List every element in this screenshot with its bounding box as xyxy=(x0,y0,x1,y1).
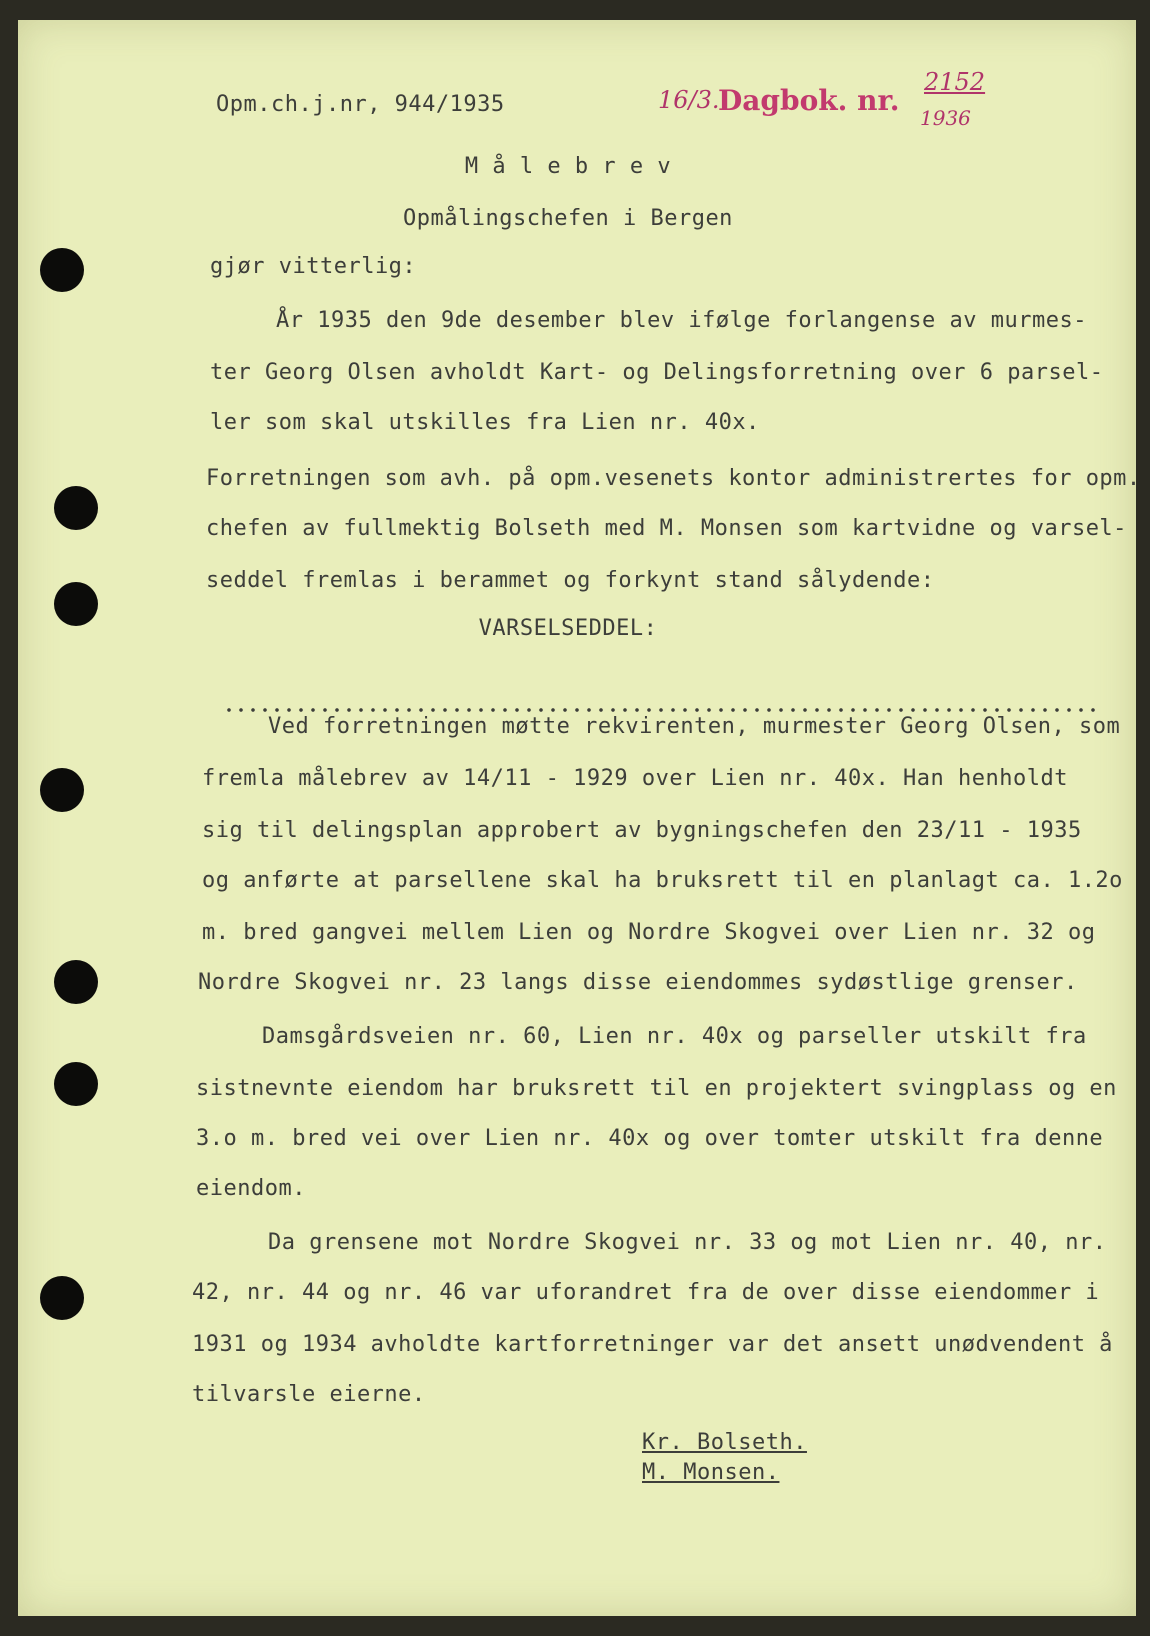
text-line: og anførte at parsellene skal ha bruksrett til en planlagt ca. 1.2o xyxy=(202,868,1123,893)
text-line: 42, nr. 44 og nr. 46 var uforandret fra de over disse eiendommer i xyxy=(192,1280,1100,1305)
text-line: chefen av fullmektig Bolseth med M. Monsen som kartvidne og varsel- xyxy=(206,516,1127,541)
text-line: ler som skal utskilles fra Lien nr. 40x. xyxy=(210,410,760,435)
punch-hole-5 xyxy=(54,960,98,1004)
dagbok-stamp: Dagbok. nr. xyxy=(718,84,900,117)
punch-hole-6 xyxy=(54,1062,98,1106)
text-line: tilvarsle eierne. xyxy=(192,1382,426,1407)
handwritten-date: 16/3. xyxy=(658,86,720,114)
text-line: sistnevnte eiendom har bruksrett til en projektert svingplass og en xyxy=(196,1076,1117,1101)
document-title: M å l e b r e v xyxy=(464,154,672,179)
text-line: ter Georg Olsen avholdt Kart- og Delingsforretning over 6 parsel- xyxy=(210,360,1104,385)
text-line: Forretningen som avh. på opm.vesenets kontor administrertes for opm. xyxy=(206,466,1141,491)
varselseddel-heading: VARSELSEDDEL: xyxy=(478,616,658,641)
text-line: sig til delingsplan approbert av bygningschefen den 23/11 - 1935 xyxy=(202,818,1082,843)
text-line: Damsgårdsveien nr. 60, Lien nr. 40x og parseller utskilt fra xyxy=(262,1024,1087,1049)
text-line: 1931 og 1934 avholdte kartforretninger var det ansett unødvendent å xyxy=(192,1332,1113,1357)
dagbok-number: 2152 xyxy=(924,68,986,96)
punch-hole-1 xyxy=(40,248,84,292)
document-page xyxy=(18,20,1141,1616)
punch-hole-7 xyxy=(40,1276,84,1320)
dotted-separator xyxy=(223,708,1103,712)
text-line: 3.o m. bred vei over Lien nr. 40x og over tomter utskilt fra denne xyxy=(196,1126,1104,1151)
text-line: seddel fremlas i berammet og forkynt stand sålydende: xyxy=(206,568,935,593)
text-line: m. bred gangvei mellem Lien og Nordre Skogvei over Lien nr. 32 og xyxy=(202,920,1096,945)
text-line: Da grensene mot Nordre Skogvei nr. 33 og mot Lien nr. 40, nr. xyxy=(268,1230,1107,1255)
issuer: Opmålingschefen i Bergen xyxy=(403,206,733,231)
text-line: eiendom. xyxy=(196,1176,306,1201)
text-line: År 1935 den 9de desember blev ifølge forlangense av murmes- xyxy=(276,308,1087,333)
signature-bolseth: Kr. Bolseth. xyxy=(642,1430,807,1455)
dagbok-year: 1936 xyxy=(920,106,971,130)
punch-hole-3 xyxy=(54,582,98,626)
punch-hole-2 xyxy=(54,486,98,530)
punch-hole-4 xyxy=(40,768,84,812)
text-line: fremla målebrev av 14/11 - 1929 over Lien nr. 40x. Han henholdt xyxy=(202,766,1068,791)
opening-phrase: gjør vitterlig: xyxy=(210,254,417,279)
text-line: Nordre Skogvei nr. 23 langs disse eiendommes sydøstlige grenser. xyxy=(198,970,1078,995)
signature-monsen: M. Monsen. xyxy=(642,1460,780,1485)
text-line: Ved forretningen møtte rekvirenten, murmester Georg Olsen, som xyxy=(268,714,1121,739)
reference-number: Opm.ch.j.nr, 944/1935 xyxy=(216,92,505,117)
